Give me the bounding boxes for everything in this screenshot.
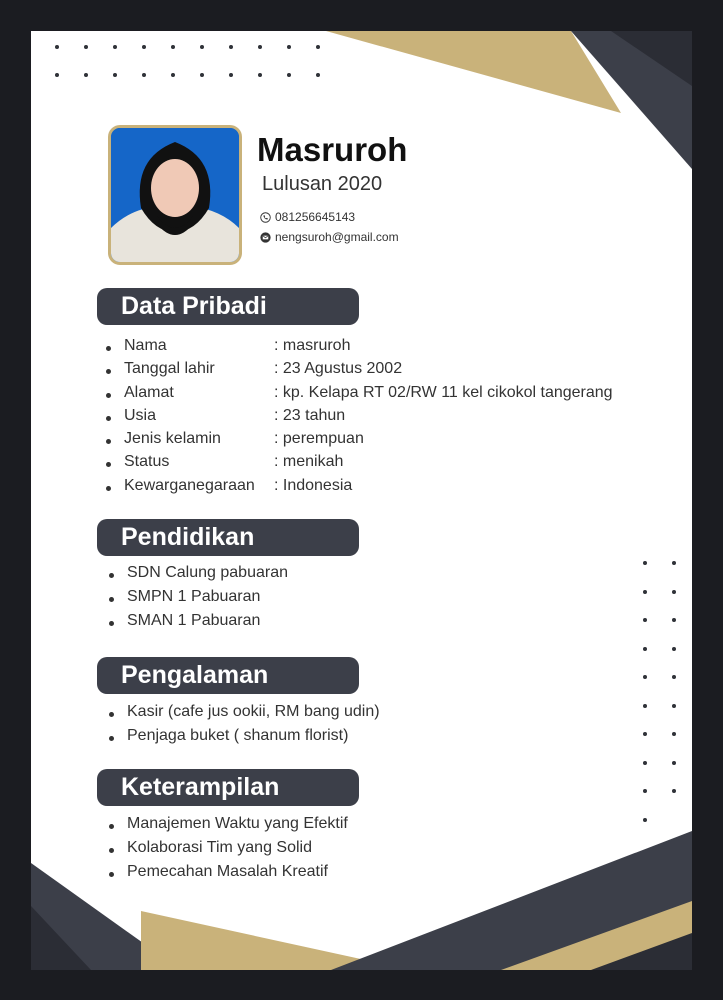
profile-photo (108, 125, 242, 265)
field-value: : 23 tahun (274, 406, 346, 424)
decorative-dot (171, 45, 175, 49)
bullet-icon (106, 439, 111, 444)
email-contact (260, 230, 399, 244)
bullet-icon (109, 824, 114, 829)
personal-data-row (106, 477, 613, 500)
field-label: Jenis kelamin (124, 430, 221, 448)
bullet-icon (109, 621, 114, 626)
experience-list (109, 703, 380, 751)
decorative-dot (672, 789, 676, 793)
decorative-dot (142, 45, 146, 49)
decorative-dot (672, 675, 676, 679)
field-label: Status (124, 453, 170, 471)
personal-data-row (106, 430, 613, 453)
field-label: Usia (124, 406, 157, 424)
field-label: Nama (124, 337, 167, 354)
decorative-dot (643, 761, 647, 765)
decorative-dot (643, 675, 647, 679)
profile-name: Masruroh (257, 131, 408, 168)
education-list (109, 564, 288, 635)
field-value: : Indonesia (274, 476, 353, 494)
field-value: : menikah (274, 453, 344, 471)
decorative-dot (672, 561, 676, 565)
personal-data-row (106, 453, 613, 476)
decorative-dot (258, 45, 262, 49)
phone-icon (260, 212, 271, 223)
bullet-icon (109, 712, 114, 717)
decorative-dot (200, 73, 204, 77)
skills-list (109, 815, 348, 886)
decorative-dot (643, 732, 647, 736)
list-item (109, 815, 348, 839)
decorative-dot (84, 45, 88, 49)
bullet-icon (106, 486, 111, 491)
person-photo-icon (111, 128, 239, 262)
decorative-dot (672, 732, 676, 736)
field-value: : 23 Agustus 2002 (274, 360, 403, 378)
list-item-text: Manajemen Waktu yang Efektif (127, 815, 348, 832)
field-value: : masruroh (274, 337, 351, 354)
phone-number: 081256645143 (275, 210, 356, 224)
dot-pattern-top (55, 45, 325, 85)
field-value: : kp. Kelapa RT 02/RW 11 kel cikokol tangerang (274, 383, 613, 401)
decorative-dot (643, 647, 647, 651)
list-item-text: SMAN 1 Pabuaran (127, 611, 261, 629)
decorative-dot (142, 73, 146, 77)
resume-page (31, 31, 692, 970)
personal-data-list (106, 337, 613, 500)
decorative-dot (643, 618, 647, 622)
list-item-text: Penjaga buket ( shanum florist) (127, 726, 349, 744)
email-icon (260, 232, 271, 243)
field-label: Kewarganegaraan (124, 476, 255, 494)
field-label: Alamat (124, 383, 174, 401)
personal-data-row (106, 337, 613, 360)
decorative-dot (672, 590, 676, 594)
personal-data-row (106, 407, 613, 430)
decorative-dot (229, 45, 233, 49)
list-item-text: Pemecahan Masalah Kreatif (127, 862, 328, 880)
decorative-dot (643, 561, 647, 565)
decorative-dot (672, 704, 676, 708)
section-header-data-pribadi: Data Pribadi (97, 288, 359, 325)
decorative-dot (55, 45, 59, 49)
decorative-dot (672, 761, 676, 765)
decorative-dot (643, 590, 647, 594)
list-item (109, 703, 380, 727)
personal-data-row (106, 360, 613, 383)
bullet-icon (109, 597, 114, 602)
personal-data-row (106, 384, 613, 407)
field-value: : perempuan (274, 430, 364, 448)
decorative-dot (171, 73, 175, 77)
list-item-text: Kasir (cafe jus ookii, RM bang udin) (127, 703, 380, 720)
dot-pattern-right (643, 561, 692, 841)
decorative-dot (316, 45, 320, 49)
profile-subtitle: Lulusan 2020 (262, 173, 383, 195)
bullet-icon (106, 416, 111, 421)
decorative-dot (229, 73, 233, 77)
decorative-dot (316, 73, 320, 77)
list-item (109, 839, 348, 863)
section-header-keterampilan: Keterampilan (97, 769, 359, 806)
bullet-icon (109, 573, 114, 578)
phone-contact (260, 210, 355, 224)
list-item (109, 564, 288, 588)
decorative-dot (113, 73, 117, 77)
section-header-pengalaman: Pengalaman (97, 657, 359, 694)
list-item (109, 863, 348, 887)
bullet-icon (106, 393, 111, 398)
list-item (109, 727, 380, 751)
decorative-dot (55, 73, 59, 77)
bullet-icon (106, 346, 111, 351)
bullet-icon (106, 462, 111, 467)
section-header-pendidikan: Pendidikan (97, 519, 359, 556)
list-item-text: SMPN 1 Pabuaran (127, 587, 261, 605)
list-item (109, 588, 288, 612)
decorative-dot (287, 45, 291, 49)
decorative-dot (84, 73, 88, 77)
bullet-icon (109, 848, 114, 853)
list-item-text: SDN Calung pabuaran (127, 564, 288, 581)
decorative-dot (113, 45, 117, 49)
bullet-icon (106, 369, 111, 374)
decorative-dot (672, 647, 676, 651)
bullet-icon (109, 736, 114, 741)
decorative-dot (258, 73, 262, 77)
email-address: nengsuroh@gmail.com (275, 230, 399, 244)
decorative-dot (672, 618, 676, 622)
decorative-dot (643, 818, 647, 822)
field-label: Tanggal lahir (124, 360, 215, 378)
bullet-icon (109, 872, 114, 877)
decorative-dot (643, 704, 647, 708)
decorative-dot (643, 789, 647, 793)
list-item-text: Kolaborasi Tim yang Solid (127, 838, 312, 856)
decorative-dot (200, 45, 204, 49)
decorative-dot (287, 73, 291, 77)
list-item (109, 612, 288, 636)
